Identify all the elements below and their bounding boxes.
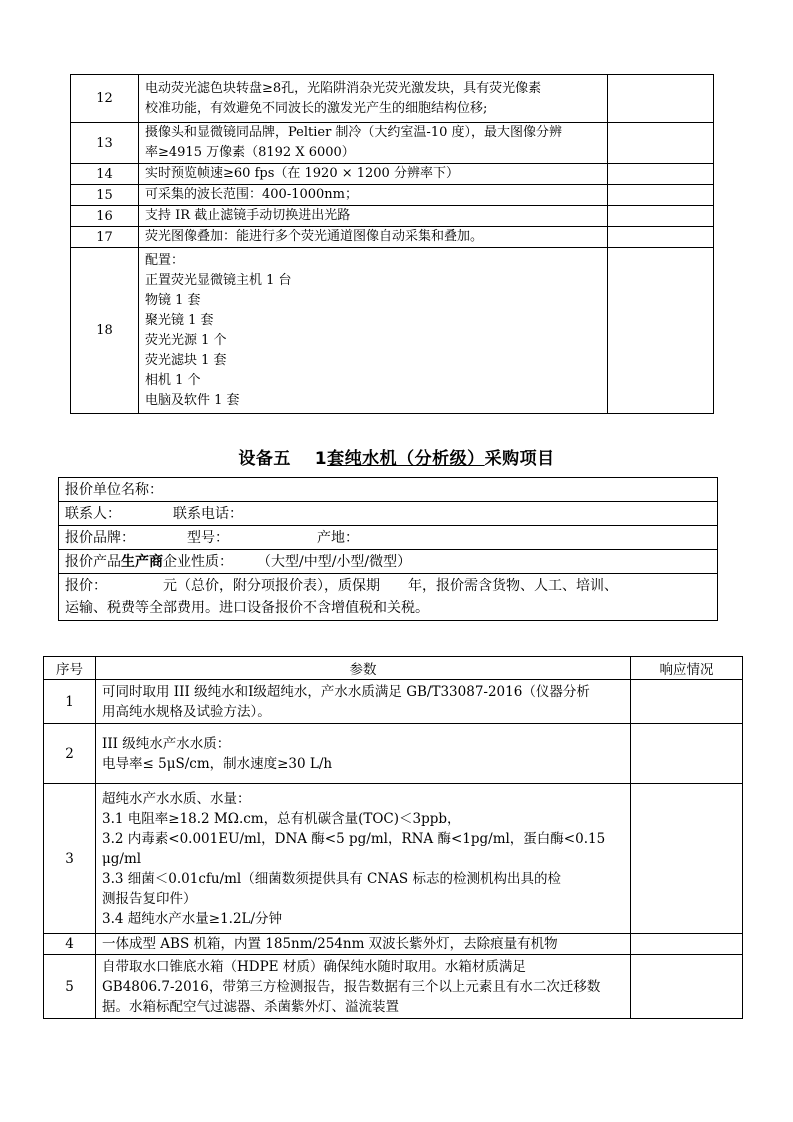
section-title [0, 444, 793, 469]
table-row [71, 206, 714, 227]
parameter-line: 配置： [145, 252, 185, 268]
response-cell[interactable] [608, 248, 714, 414]
spec-table-header [44, 657, 743, 680]
section-title-underlined: 套纯水机（分析级） [327, 449, 485, 469]
row-parameter [139, 164, 608, 185]
contact-label: 联系人： [65, 505, 121, 522]
parameter-line: 用高纯水规格及试验方法）。 [102, 703, 271, 720]
price-desc: 元（总价，附分项报价表），质保期 [163, 578, 380, 594]
brand-row[interactable] [59, 526, 718, 550]
table-row [71, 75, 714, 123]
row-parameter [96, 724, 631, 784]
parameter-line: 电导率≤ 5μS/cm，制水速度≥30 L/h [102, 755, 333, 772]
row-parameter [139, 75, 608, 123]
parameter-line: III 级纯水产水水质： [102, 735, 231, 752]
parameter-line: 3.1 电阻率≥18.2 MΩ.cm，总有机碳含量(TOC)＜3ppb， [102, 810, 461, 827]
parameter-line: 3.3 细菌＜0.01cfu/ml（细菌数须提供具有 CNAS 标志的检测机构出具的检 [102, 870, 561, 887]
response-cell[interactable] [608, 185, 714, 206]
origin-label: 产地： [317, 529, 359, 546]
response-cell[interactable] [608, 75, 714, 123]
parameter-line: 据。水箱标配空气过滤器、杀菌紫外灯、溢流装置 [102, 998, 399, 1015]
quote-unit-label: 报价单位名称： [65, 481, 163, 498]
header-no: 序号 [44, 657, 96, 680]
row-number: 2 [44, 724, 96, 784]
header-resp: 响应情况 [631, 657, 743, 680]
table-row [71, 123, 714, 164]
row-number: 1 [44, 680, 96, 724]
nature-options: （大型/中型/小型/微型） [257, 553, 412, 570]
row-parameter [139, 227, 608, 248]
parameter-line: 荧光图像叠加：能进行多个荧光通道图像自动采集和叠加。 [145, 229, 484, 244]
parameter-line: 可采集的波长范围：400-1000nm； [145, 187, 358, 202]
section-title-prefix: 设备五 1 [238, 449, 328, 469]
response-cell[interactable] [631, 784, 743, 934]
parameter-line: 荧光滤块 1 套 [145, 352, 227, 368]
quote-form [58, 477, 718, 621]
price-note: 运输、税费等全部费用。进口设备报价不含增值税和关税。 [65, 600, 429, 616]
section-title-suffix: 采购项目 [484, 449, 555, 469]
parameter-line: 荧光光源 1 个 [145, 332, 227, 348]
row-parameter [139, 248, 608, 414]
response-cell[interactable] [608, 164, 714, 185]
row-number: 4 [44, 934, 96, 955]
price-label: 报价： [65, 578, 107, 594]
table-row [71, 227, 714, 248]
header-param: 参数 [96, 657, 631, 680]
table-row [44, 784, 743, 934]
table-row [71, 185, 714, 206]
parameter-line: 正置荧光显微镜主机 1 台 [145, 272, 292, 288]
row-number: 18 [71, 248, 139, 414]
row-number: 3 [44, 784, 96, 934]
parameter-line: 率≥4915 万像素（8192 X 6000） [145, 145, 355, 160]
table-row [44, 724, 743, 784]
nature-label-pre: 报价产品 [65, 553, 121, 570]
row-number: 14 [71, 164, 139, 185]
parameter-line: 一体成型 ABS 机箱，内置 185nm/254nm 双波长紫外灯，去除痕量有机物 [102, 936, 558, 952]
row-number: 5 [44, 955, 96, 1019]
brand-label: 报价品牌： [65, 529, 135, 546]
response-cell[interactable] [608, 123, 714, 164]
table-row [44, 955, 743, 1019]
parameter-line: 物镜 1 套 [145, 292, 201, 308]
parameter-line: 相机 1 个 [145, 372, 201, 388]
row-number: 16 [71, 206, 139, 227]
parameter-line: 超纯水产水水质、水量： [102, 790, 251, 807]
response-cell[interactable] [631, 934, 743, 955]
spec-table-continued [70, 74, 714, 414]
price-row[interactable] [59, 574, 718, 621]
parameter-line: 可同时取用 III 级纯水和Ⅰ级超纯水，产水水质满足 GB/T33087-2016（仪器分析 [102, 683, 590, 700]
price-desc-cont: 年，报价需含货物、人工、培训、 [408, 578, 618, 594]
contact-row[interactable] [59, 502, 718, 526]
parameter-line: 实时预览帧速≥60 fps（在 1920 × 1200 分辨率下） [145, 166, 459, 181]
response-cell[interactable] [631, 724, 743, 784]
table-row [71, 164, 714, 185]
parameter-line: μg/ml [102, 850, 142, 867]
quote-unit-field[interactable] [59, 478, 718, 502]
parameter-line: GB4806.7-2016，带第三方检测报告，报告数据有三个以上元素且有水二次迁移数 [102, 978, 601, 995]
row-number: 13 [71, 123, 139, 164]
nature-row[interactable] [59, 550, 718, 574]
parameter-line: 测报告复印件） [102, 890, 197, 907]
row-parameter [139, 185, 608, 206]
nature-label-post: 企业性质： [163, 553, 233, 570]
parameter-line: 聚光镜 1 套 [145, 312, 214, 328]
parameter-line: 自带取水口锥底水箱（HDPE 材质）确保纯水随时取用。水箱材质满足 [102, 958, 526, 975]
phone-label: 联系电话： [173, 505, 243, 522]
row-parameter [96, 955, 631, 1019]
row-parameter [139, 206, 608, 227]
parameter-line: 电脑及软件 1 套 [145, 392, 240, 408]
row-number: 12 [71, 75, 139, 123]
response-cell[interactable] [631, 680, 743, 724]
row-parameter [96, 680, 631, 724]
parameter-line: 校准功能，有效避免不同波长的激发光产生的细胞结构位移; [145, 100, 488, 116]
nature-label-bold: 生产商 [121, 553, 163, 570]
row-number: 15 [71, 185, 139, 206]
parameter-line: 3.4 超纯水产水量≥1.2L/分钟 [102, 910, 283, 927]
response-cell[interactable] [631, 955, 743, 1019]
parameter-line: 支持 IR 截止滤镜手动切换进出光路 [145, 208, 351, 223]
parameter-line: 3.2 内毒素<0.001EU/ml，DNA 酶<5 pg/ml，RNA 酶<1pg/ml，蛋白酶<0.15 [102, 830, 606, 847]
row-parameter [139, 123, 608, 164]
table-row [71, 248, 714, 414]
table-row [44, 934, 743, 955]
row-number: 17 [71, 227, 139, 248]
spec-table [43, 656, 743, 1019]
table-row [44, 680, 743, 724]
response-cell[interactable] [608, 227, 714, 248]
response-cell[interactable] [608, 206, 714, 227]
row-parameter [96, 934, 631, 955]
parameter-line: 电动荧光滤色块转盘≥8孔，光陷阱消杂光荧光激发块，具有荧光像素 [145, 80, 542, 96]
model-label: 型号： [187, 529, 229, 546]
row-parameter [96, 784, 631, 934]
parameter-line: 摄像头和显微镜同品牌，Peltier 制冷（大约室温-10 度），最大图像分辨 [145, 125, 563, 140]
